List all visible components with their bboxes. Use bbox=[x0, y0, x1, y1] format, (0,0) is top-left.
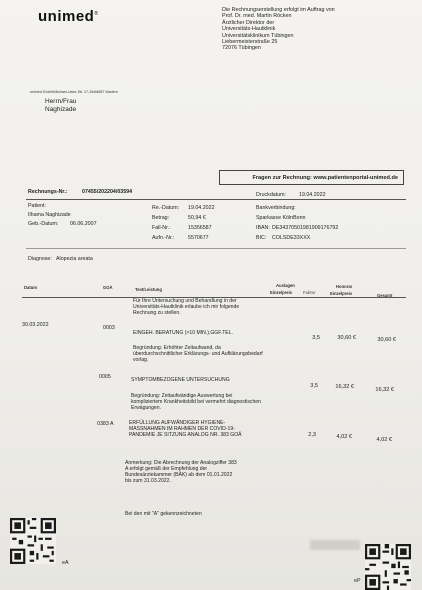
col-goa: GOÄ bbox=[103, 285, 113, 290]
diagnosis-value: Alopezia areata bbox=[56, 256, 93, 262]
row-total: 4,02 € bbox=[376, 437, 392, 443]
qr-code-right bbox=[365, 544, 411, 590]
admission-number-label: Aufn.-Nr.: bbox=[152, 235, 175, 241]
row-factor: 3,5 bbox=[310, 383, 318, 389]
issuer-line: Die Rechnungserstellung erfolgt im Auftrag von bbox=[222, 7, 335, 13]
bleed-through-mark bbox=[310, 540, 360, 550]
invoice-number-label: Rechnungs-Nr.: bbox=[28, 189, 68, 195]
row-title: ERFÜLLUNG AUFWÄNDIGER HYGIENE-MASSNAHMEN IM RAHMEN DER COVID-19-PANDEMIE JE SITZUNG ANALOG NR. 383 GOÄ bbox=[129, 420, 242, 439]
row-reason: Begründung: Zeitaufwändige Auswertung bei kompliziertem Krankheitsbild bei vermehrt diagnostischen Erwägungen. bbox=[131, 393, 261, 412]
row-goa: 0005 bbox=[99, 374, 111, 380]
qr-code-left bbox=[10, 518, 56, 564]
row-total: 30,60 € bbox=[377, 337, 396, 343]
row-goa: 0383 A bbox=[97, 421, 114, 427]
admission-number: 5570677 bbox=[188, 235, 209, 241]
issuer-line: Universitäts-Hautklinik bbox=[222, 26, 276, 33]
row-factor: 3,5 bbox=[312, 335, 320, 341]
row-date: 30.03.2022 bbox=[22, 322, 49, 328]
issuer-address bbox=[222, 7, 335, 52]
diagnosis-label: Diagnose: bbox=[28, 256, 52, 262]
row-title: EINGEH. BERATUNG (>10 MIN.),GGF.TEL. bbox=[133, 330, 233, 336]
unimed-logo: unimed® bbox=[38, 8, 99, 25]
recipient-salutation: Herrn/Frau bbox=[45, 98, 77, 105]
iban-label: IBAN: bbox=[256, 225, 270, 231]
diagnosis-rule bbox=[26, 248, 406, 249]
col-fee: Honorar bbox=[336, 284, 353, 289]
issuer-line: 72076 Tübingen bbox=[222, 45, 261, 52]
birth-date: 06.06.2007 bbox=[70, 221, 97, 227]
invoice-number: 07455/202204/03594 bbox=[82, 189, 133, 195]
issuer-line: Prof. Dr. med. Martin Röcken bbox=[222, 13, 292, 20]
recipient-address bbox=[45, 98, 76, 114]
bank-label: Bankverbindung: bbox=[256, 205, 296, 211]
analog-note: Anmerkung: Die Abrechnung der Analogziffer 383 A erfolgt gemäß der Empfehlung der Bundesärztekammer (BÄK) ab dem 01.01.2022 bis zum 31.03.2022. bbox=[125, 460, 237, 485]
sender-return-address: unimed GmbH•Michael-Usee-Str. 17-19•66687 Wadern bbox=[30, 90, 118, 94]
col-outlay-unit: Einzelpreis bbox=[270, 290, 293, 295]
patient-name: Ilhama Naghizade bbox=[28, 212, 71, 218]
row-goa: 0003 bbox=[103, 325, 115, 331]
bic-value: COLSDE33XXX bbox=[272, 235, 311, 241]
footer-code-right: eP bbox=[354, 578, 361, 584]
header-rule bbox=[26, 199, 406, 200]
case-number-label: Fall-Nr.: bbox=[152, 225, 171, 231]
row-factor: 2,3 bbox=[308, 432, 316, 438]
row-unit-price: 16,32 € bbox=[335, 384, 354, 390]
invoice-intro: Für Ihre Untersuchung und Behandlung in der Universitäts-Hautklinik erlaube ich mir folgende Rechnung zu stellen. bbox=[133, 298, 240, 317]
col-fee-unit: Einzelpreis bbox=[330, 291, 353, 296]
portal-notice: Fragen zur Rechnung: www.patientenportal-unimed.de bbox=[219, 170, 404, 185]
issuer-line: Ärztlicher Direktor der bbox=[222, 19, 275, 26]
col-text: Text/Leistung bbox=[135, 287, 162, 292]
amount-label: Betrag: bbox=[152, 215, 170, 221]
footer-note: Bei den mit "A" gekennzeichneten bbox=[125, 511, 202, 517]
row-reason: Begründung: Erhöhter Zeitaufwand, da überdurchschnittlicher Erklärungs- und Aufklärungsbedarf vorlag. bbox=[133, 345, 263, 364]
issuer-line: Liebermeisterstraße 25 bbox=[222, 39, 278, 46]
row-unit-price: 30,60 € bbox=[337, 335, 356, 341]
amount-value: 50,94 € bbox=[188, 215, 206, 221]
patient-label: Patient: bbox=[28, 203, 46, 209]
invoice-date: 19.04.2022 bbox=[188, 205, 215, 211]
col-total: Gesamt bbox=[377, 293, 393, 298]
row-unit-price: 4,02 € bbox=[336, 434, 352, 440]
bank-name: Sparkasse KölnBonn bbox=[256, 215, 306, 221]
recipient-name: Naghizade bbox=[45, 106, 77, 113]
col-outlay: Auslagen bbox=[276, 283, 295, 288]
row-total: 16,32 € bbox=[375, 387, 394, 393]
issuer-line: Universitätsklinikum Tübingen bbox=[222, 32, 294, 39]
invoice-date-label: Re.-Datum: bbox=[152, 205, 180, 211]
row-title: SYMPTOMBEZOGENE UNTERSUCHUNG bbox=[131, 377, 230, 383]
case-number: 15356587 bbox=[188, 225, 212, 231]
print-date: 19.04.2022 bbox=[299, 192, 326, 198]
col-date: Datum bbox=[24, 285, 38, 290]
footer-code-left: eA bbox=[62, 560, 69, 566]
print-date-label: Druckdatum: bbox=[256, 192, 287, 198]
birth-date-label: Geb.-Datum: bbox=[28, 221, 59, 227]
iban-value: DE34370501981909176792 bbox=[272, 225, 339, 231]
bic-label: BIC: bbox=[256, 235, 267, 241]
col-factor: Faktor bbox=[303, 290, 316, 295]
